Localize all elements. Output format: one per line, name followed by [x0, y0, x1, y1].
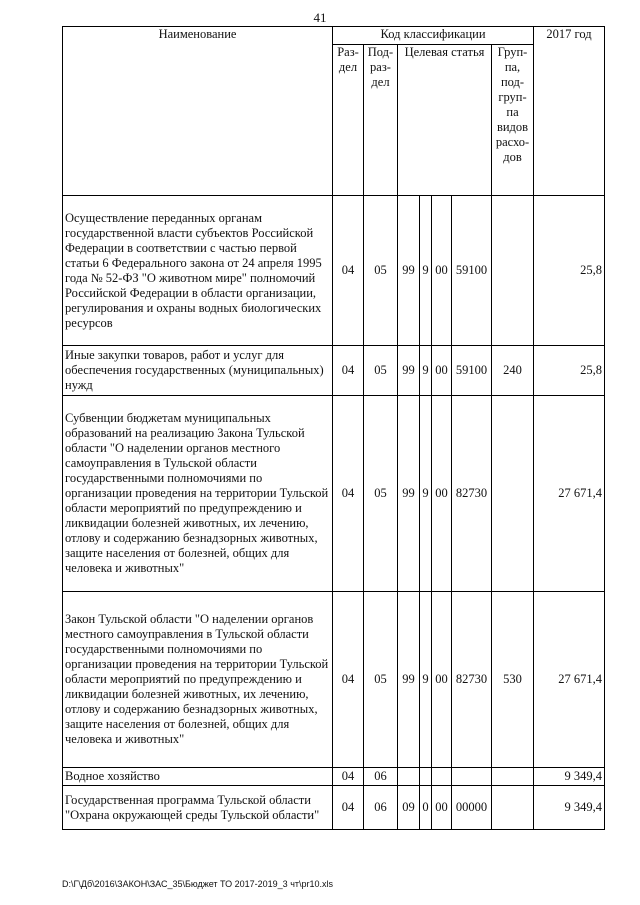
- header-row-top: [63, 27, 605, 45]
- row-name: Водное хозяйство: [63, 768, 333, 786]
- row-target-subprogram: 9: [420, 396, 432, 592]
- row-subsection: 05: [364, 346, 398, 396]
- row-target-subprogram: [420, 768, 432, 786]
- table-row: [63, 396, 605, 592]
- row-target-main-event: 00: [432, 592, 452, 768]
- row-name: Осуществление переданных органам государственной власти субъектов Российской Федерации в соответствии с частью первой статьи 6 Федерального закона от 24 апреля 1995 года № 52-ФЗ "О животном мире" полномочий Российской Федерации в области организации, регулирования и охраны водных биологических ресурсов: [63, 196, 333, 346]
- row-subsection: 05: [364, 196, 398, 346]
- table-row: [63, 768, 605, 786]
- row-expense-group: [492, 768, 534, 786]
- row-name: Иные закупки товаров, работ и услуг для обеспечения государственных (муниципальных) нужд: [63, 346, 333, 396]
- header-name: Наименование: [63, 27, 333, 196]
- row-expense-group: [492, 396, 534, 592]
- budget-table: [62, 26, 605, 830]
- row-target-main-event: [432, 768, 452, 786]
- row-target-direction: 00000: [452, 786, 492, 830]
- header-target: Целевая статья: [398, 45, 492, 196]
- row-target-main-event: 00: [432, 396, 452, 592]
- header-section: Раз- дел: [333, 45, 364, 196]
- row-section: 04: [333, 196, 364, 346]
- row-target-main-event: 00: [432, 786, 452, 830]
- row-target-direction: 82730: [452, 396, 492, 592]
- table-row: [63, 196, 605, 346]
- row-expense-group: 530: [492, 592, 534, 768]
- row-target-subprogram: 0: [420, 786, 432, 830]
- row-amount: 27 671,4: [534, 396, 605, 592]
- row-target-program: 99: [398, 592, 420, 768]
- row-expense-group: [492, 786, 534, 830]
- row-section: 04: [333, 346, 364, 396]
- row-target-program: 09: [398, 786, 420, 830]
- row-target-direction: [452, 768, 492, 786]
- page-number: 41: [313, 10, 327, 25]
- header-code: Код классификации: [333, 27, 534, 45]
- table-row: [63, 346, 605, 396]
- row-amount: 27 671,4: [534, 592, 605, 768]
- table-row: [63, 592, 605, 768]
- row-target-direction: 59100: [452, 196, 492, 346]
- row-name: Субвенции бюджетам муниципальных образований на реализацию Закона Тульской области "О наделении органов местного самоуправления в Тульской области государственными полномочиями по организации проведения на территории Тульской области мероприятий по предупреждению и ликвидации болезней животных, их лечению, отлову и содержанию безнадзорных животных, защите населения от болезней, общих для человека и животных": [63, 396, 333, 592]
- row-subsection: 05: [364, 396, 398, 592]
- row-amount: 9 349,4: [534, 786, 605, 830]
- row-target-program: 99: [398, 396, 420, 592]
- row-name: Закон Тульской области "О наделении органов местного самоуправления в Тульской области государственными полномочиями по организации проведения на территории Тульской области мероприятий по предупреждению и ликвидации болезней животных, их лечению, отлову и содержанию безнадзорных животных, защите населения от болезней, общих для человека и животных": [63, 592, 333, 768]
- row-subsection: 05: [364, 592, 398, 768]
- row-target-program: [398, 768, 420, 786]
- row-target-main-event: 00: [432, 346, 452, 396]
- row-section: 04: [333, 768, 364, 786]
- row-section: 04: [333, 786, 364, 830]
- row-amount: 25,8: [534, 346, 605, 396]
- row-target-subprogram: 9: [420, 346, 432, 396]
- header-group: Груп- па, под- груп- па видов расхо- дов: [492, 45, 534, 196]
- header-year: 2017 год: [534, 27, 605, 196]
- file-path-footer: D:\Г\Дб\2016\ЗАКОН\ЗАС_35\Бюджет ТО 2017-2019_3 чт\pr10.xls: [62, 879, 334, 889]
- row-expense-group: [492, 196, 534, 346]
- row-target-direction: 59100: [452, 346, 492, 396]
- row-amount: 25,8: [534, 196, 605, 346]
- row-target-program: 99: [398, 346, 420, 396]
- row-target-subprogram: 9: [420, 592, 432, 768]
- header-subsection: Под- раз- дел: [364, 45, 398, 196]
- row-expense-group: 240: [492, 346, 534, 396]
- row-amount: 9 349,4: [534, 768, 605, 786]
- row-section: 04: [333, 592, 364, 768]
- row-name: Государственная программа Тульской области "Охрана окружающей среды Тульской области": [63, 786, 333, 830]
- row-target-program: 99: [398, 196, 420, 346]
- table-row: [63, 786, 605, 830]
- row-subsection: 06: [364, 786, 398, 830]
- row-target-subprogram: 9: [420, 196, 432, 346]
- row-section: 04: [333, 396, 364, 592]
- row-subsection: 06: [364, 768, 398, 786]
- row-target-main-event: 00: [432, 196, 452, 346]
- row-target-direction: 82730: [452, 592, 492, 768]
